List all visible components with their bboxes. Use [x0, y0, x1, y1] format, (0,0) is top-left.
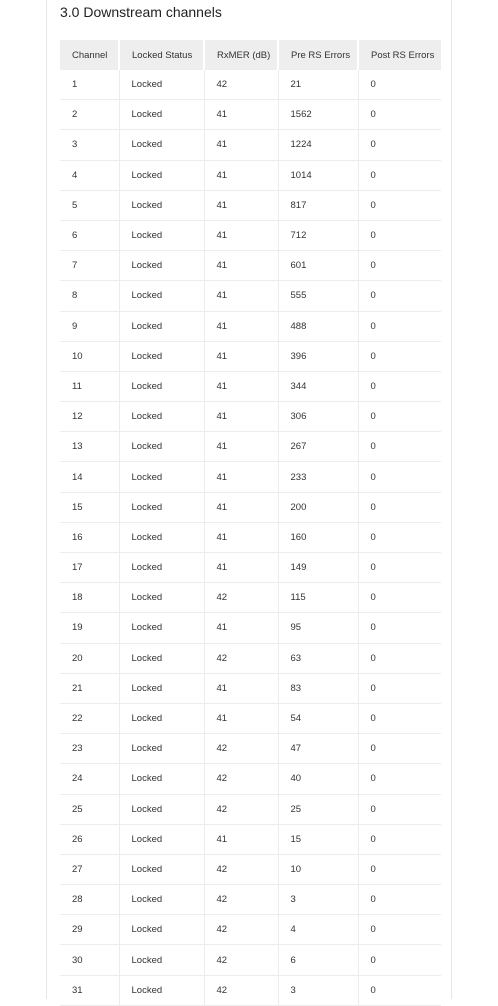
column-header-locked-status: Locked Status: [119, 40, 204, 70]
cell-pre-rs-errors: 15: [278, 824, 358, 854]
cell-rxmer: 41: [204, 281, 278, 311]
cell-channel: 7: [60, 251, 119, 281]
cell-locked-status: Locked: [119, 341, 204, 371]
cell-pre-rs-errors: 3: [278, 885, 358, 915]
cell-channel: 3: [60, 130, 119, 160]
downstream-panel: [46, 0, 452, 999]
cell-channel: 30: [60, 945, 119, 975]
table-row: [60, 281, 441, 311]
cell-rxmer: 42: [204, 885, 278, 915]
cell-pre-rs-errors: 1014: [278, 160, 358, 190]
cell-pre-rs-errors: 1562: [278, 100, 358, 130]
cell-post-rs-errors: 0: [358, 371, 441, 401]
cell-locked-status: Locked: [119, 100, 204, 130]
cell-pre-rs-errors: 306: [278, 402, 358, 432]
cell-channel: 17: [60, 553, 119, 583]
table-row: [60, 643, 441, 673]
cell-locked-status: Locked: [119, 583, 204, 613]
table-row: [60, 371, 441, 401]
column-header-post-rs-errors: Post RS Errors: [358, 40, 441, 70]
table-row: [60, 885, 441, 915]
cell-rxmer: 41: [204, 522, 278, 552]
cell-pre-rs-errors: 200: [278, 492, 358, 522]
cell-locked-status: Locked: [119, 643, 204, 673]
cell-pre-rs-errors: 488: [278, 311, 358, 341]
cell-channel: 25: [60, 794, 119, 824]
table-row: [60, 311, 441, 341]
table-row: [60, 220, 441, 250]
table-row: [60, 703, 441, 733]
cell-locked-status: Locked: [119, 220, 204, 250]
table-row: [60, 190, 441, 220]
cell-channel: 22: [60, 703, 119, 733]
table-row: [60, 854, 441, 884]
cell-channel: 12: [60, 402, 119, 432]
table-header-row: [60, 40, 441, 70]
cell-locked-status: Locked: [119, 402, 204, 432]
cell-locked-status: Locked: [119, 794, 204, 824]
cell-channel: 10: [60, 341, 119, 371]
cell-pre-rs-errors: 712: [278, 220, 358, 250]
cell-locked-status: Locked: [119, 160, 204, 190]
cell-channel: 27: [60, 854, 119, 884]
table-row: [60, 402, 441, 432]
cell-channel: 8: [60, 281, 119, 311]
table-row: [60, 522, 441, 552]
cell-channel: 29: [60, 915, 119, 945]
cell-post-rs-errors: 0: [358, 553, 441, 583]
cell-post-rs-errors: 0: [358, 945, 441, 975]
table-row: [60, 824, 441, 854]
cell-locked-status: Locked: [119, 251, 204, 281]
cell-post-rs-errors: 0: [358, 462, 441, 492]
cell-locked-status: Locked: [119, 975, 204, 1005]
cell-channel: 15: [60, 492, 119, 522]
cell-pre-rs-errors: 555: [278, 281, 358, 311]
cell-channel: 5: [60, 190, 119, 220]
table-row: [60, 130, 441, 160]
cell-channel: 6: [60, 220, 119, 250]
table-row: [60, 341, 441, 371]
table-row: [60, 673, 441, 703]
cell-channel: 16: [60, 522, 119, 552]
cell-channel: 4: [60, 160, 119, 190]
cell-pre-rs-errors: 47: [278, 734, 358, 764]
cell-post-rs-errors: 0: [358, 281, 441, 311]
table-row: [60, 462, 441, 492]
table-row: [60, 734, 441, 764]
cell-pre-rs-errors: 601: [278, 251, 358, 281]
table-row: [60, 251, 441, 281]
cell-post-rs-errors: 0: [358, 703, 441, 733]
cell-channel: 19: [60, 613, 119, 643]
cell-pre-rs-errors: 344: [278, 371, 358, 401]
cell-pre-rs-errors: 1224: [278, 130, 358, 160]
table-row: [60, 492, 441, 522]
cell-locked-status: Locked: [119, 522, 204, 552]
cell-rxmer: 41: [204, 220, 278, 250]
cell-channel: 13: [60, 432, 119, 462]
cell-pre-rs-errors: 54: [278, 703, 358, 733]
cell-rxmer: 41: [204, 613, 278, 643]
cell-channel: 14: [60, 462, 119, 492]
cell-channel: 20: [60, 643, 119, 673]
cell-rxmer: 41: [204, 553, 278, 583]
cell-post-rs-errors: 0: [358, 613, 441, 643]
cell-rxmer: 42: [204, 734, 278, 764]
cell-locked-status: Locked: [119, 734, 204, 764]
cell-pre-rs-errors: 95: [278, 613, 358, 643]
cell-rxmer: 41: [204, 824, 278, 854]
cell-rxmer: 41: [204, 100, 278, 130]
cell-pre-rs-errors: 149: [278, 553, 358, 583]
cell-rxmer: 41: [204, 673, 278, 703]
cell-rxmer: 41: [204, 402, 278, 432]
cell-rxmer: 42: [204, 764, 278, 794]
cell-rxmer: 42: [204, 915, 278, 945]
cell-pre-rs-errors: 115: [278, 583, 358, 613]
cell-rxmer: 41: [204, 160, 278, 190]
cell-pre-rs-errors: 83: [278, 673, 358, 703]
cell-pre-rs-errors: 10: [278, 854, 358, 884]
cell-locked-status: Locked: [119, 854, 204, 884]
table-row: [60, 432, 441, 462]
cell-pre-rs-errors: 63: [278, 643, 358, 673]
cell-post-rs-errors: 0: [358, 492, 441, 522]
cell-rxmer: 41: [204, 371, 278, 401]
cell-locked-status: Locked: [119, 130, 204, 160]
cell-post-rs-errors: 0: [358, 251, 441, 281]
cell-rxmer: 41: [204, 341, 278, 371]
cell-post-rs-errors: 0: [358, 885, 441, 915]
cell-rxmer: 41: [204, 492, 278, 522]
table-row: [60, 553, 441, 583]
cell-locked-status: Locked: [119, 673, 204, 703]
cell-rxmer: 42: [204, 643, 278, 673]
cell-locked-status: Locked: [119, 915, 204, 945]
cell-post-rs-errors: 0: [358, 794, 441, 824]
cell-pre-rs-errors: 396: [278, 341, 358, 371]
cell-post-rs-errors: 0: [358, 311, 441, 341]
cell-locked-status: Locked: [119, 824, 204, 854]
cell-locked-status: Locked: [119, 281, 204, 311]
cell-post-rs-errors: 0: [358, 824, 441, 854]
table-row: [60, 975, 441, 1005]
column-header-rxmer: RxMER (dB): [204, 40, 278, 70]
cell-rxmer: 42: [204, 70, 278, 100]
cell-rxmer: 42: [204, 975, 278, 1005]
cell-rxmer: 42: [204, 583, 278, 613]
cell-channel: 23: [60, 734, 119, 764]
cell-pre-rs-errors: 3: [278, 975, 358, 1005]
table-row: [60, 945, 441, 975]
cell-rxmer: 42: [204, 945, 278, 975]
cell-locked-status: Locked: [119, 432, 204, 462]
cell-rxmer: 41: [204, 311, 278, 341]
cell-pre-rs-errors: 817: [278, 190, 358, 220]
cell-pre-rs-errors: 25: [278, 794, 358, 824]
cell-post-rs-errors: 0: [358, 402, 441, 432]
downstream-channels-table: [60, 40, 441, 1006]
cell-post-rs-errors: 0: [358, 160, 441, 190]
cell-post-rs-errors: 0: [358, 220, 441, 250]
cell-locked-status: Locked: [119, 462, 204, 492]
cell-post-rs-errors: 0: [358, 130, 441, 160]
cell-pre-rs-errors: 233: [278, 462, 358, 492]
cell-channel: 1: [60, 70, 119, 100]
cell-pre-rs-errors: 160: [278, 522, 358, 552]
cell-post-rs-errors: 0: [358, 432, 441, 462]
table-body: [60, 70, 441, 1005]
column-header-channel: Channel: [60, 40, 119, 70]
cell-locked-status: Locked: [119, 311, 204, 341]
cell-rxmer: 41: [204, 190, 278, 220]
cell-post-rs-errors: 0: [358, 100, 441, 130]
cell-post-rs-errors: 0: [358, 975, 441, 1005]
cell-rxmer: 41: [204, 432, 278, 462]
table-row: [60, 100, 441, 130]
cell-post-rs-errors: 0: [358, 583, 441, 613]
cell-channel: 24: [60, 764, 119, 794]
cell-pre-rs-errors: 4: [278, 915, 358, 945]
cell-pre-rs-errors: 40: [278, 764, 358, 794]
cell-channel: 31: [60, 975, 119, 1005]
cell-channel: 28: [60, 885, 119, 915]
cell-rxmer: 42: [204, 794, 278, 824]
cell-channel: 18: [60, 583, 119, 613]
cell-rxmer: 41: [204, 251, 278, 281]
section-title: 3.0 Downstream channels: [60, 4, 222, 20]
cell-pre-rs-errors: 6: [278, 945, 358, 975]
table-row: [60, 583, 441, 613]
cell-channel: 9: [60, 311, 119, 341]
column-header-pre-rs-errors: Pre RS Errors: [278, 40, 358, 70]
table-row: [60, 160, 441, 190]
cell-locked-status: Locked: [119, 553, 204, 583]
cell-pre-rs-errors: 21: [278, 70, 358, 100]
cell-locked-status: Locked: [119, 70, 204, 100]
cell-channel: 2: [60, 100, 119, 130]
cell-post-rs-errors: 0: [358, 764, 441, 794]
cell-locked-status: Locked: [119, 613, 204, 643]
cell-post-rs-errors: 0: [358, 673, 441, 703]
cell-post-rs-errors: 0: [358, 341, 441, 371]
cell-post-rs-errors: 0: [358, 734, 441, 764]
table-row: [60, 915, 441, 945]
cell-channel: 26: [60, 824, 119, 854]
cell-post-rs-errors: 0: [358, 915, 441, 945]
cell-channel: 11: [60, 371, 119, 401]
table-row: [60, 794, 441, 824]
cell-post-rs-errors: 0: [358, 854, 441, 884]
cell-locked-status: Locked: [119, 764, 204, 794]
cell-rxmer: 41: [204, 130, 278, 160]
cell-channel: 21: [60, 673, 119, 703]
cell-rxmer: 42: [204, 854, 278, 884]
cell-post-rs-errors: 0: [358, 70, 441, 100]
table-row: [60, 764, 441, 794]
cell-post-rs-errors: 0: [358, 190, 441, 220]
cell-locked-status: Locked: [119, 371, 204, 401]
cell-locked-status: Locked: [119, 190, 204, 220]
table-row: [60, 70, 441, 100]
cell-locked-status: Locked: [119, 885, 204, 915]
cell-rxmer: 41: [204, 462, 278, 492]
cell-locked-status: Locked: [119, 492, 204, 522]
cell-post-rs-errors: 0: [358, 522, 441, 552]
table-row: [60, 613, 441, 643]
cell-pre-rs-errors: 267: [278, 432, 358, 462]
cell-locked-status: Locked: [119, 945, 204, 975]
cell-locked-status: Locked: [119, 703, 204, 733]
cell-post-rs-errors: 0: [358, 643, 441, 673]
cell-rxmer: 41: [204, 703, 278, 733]
